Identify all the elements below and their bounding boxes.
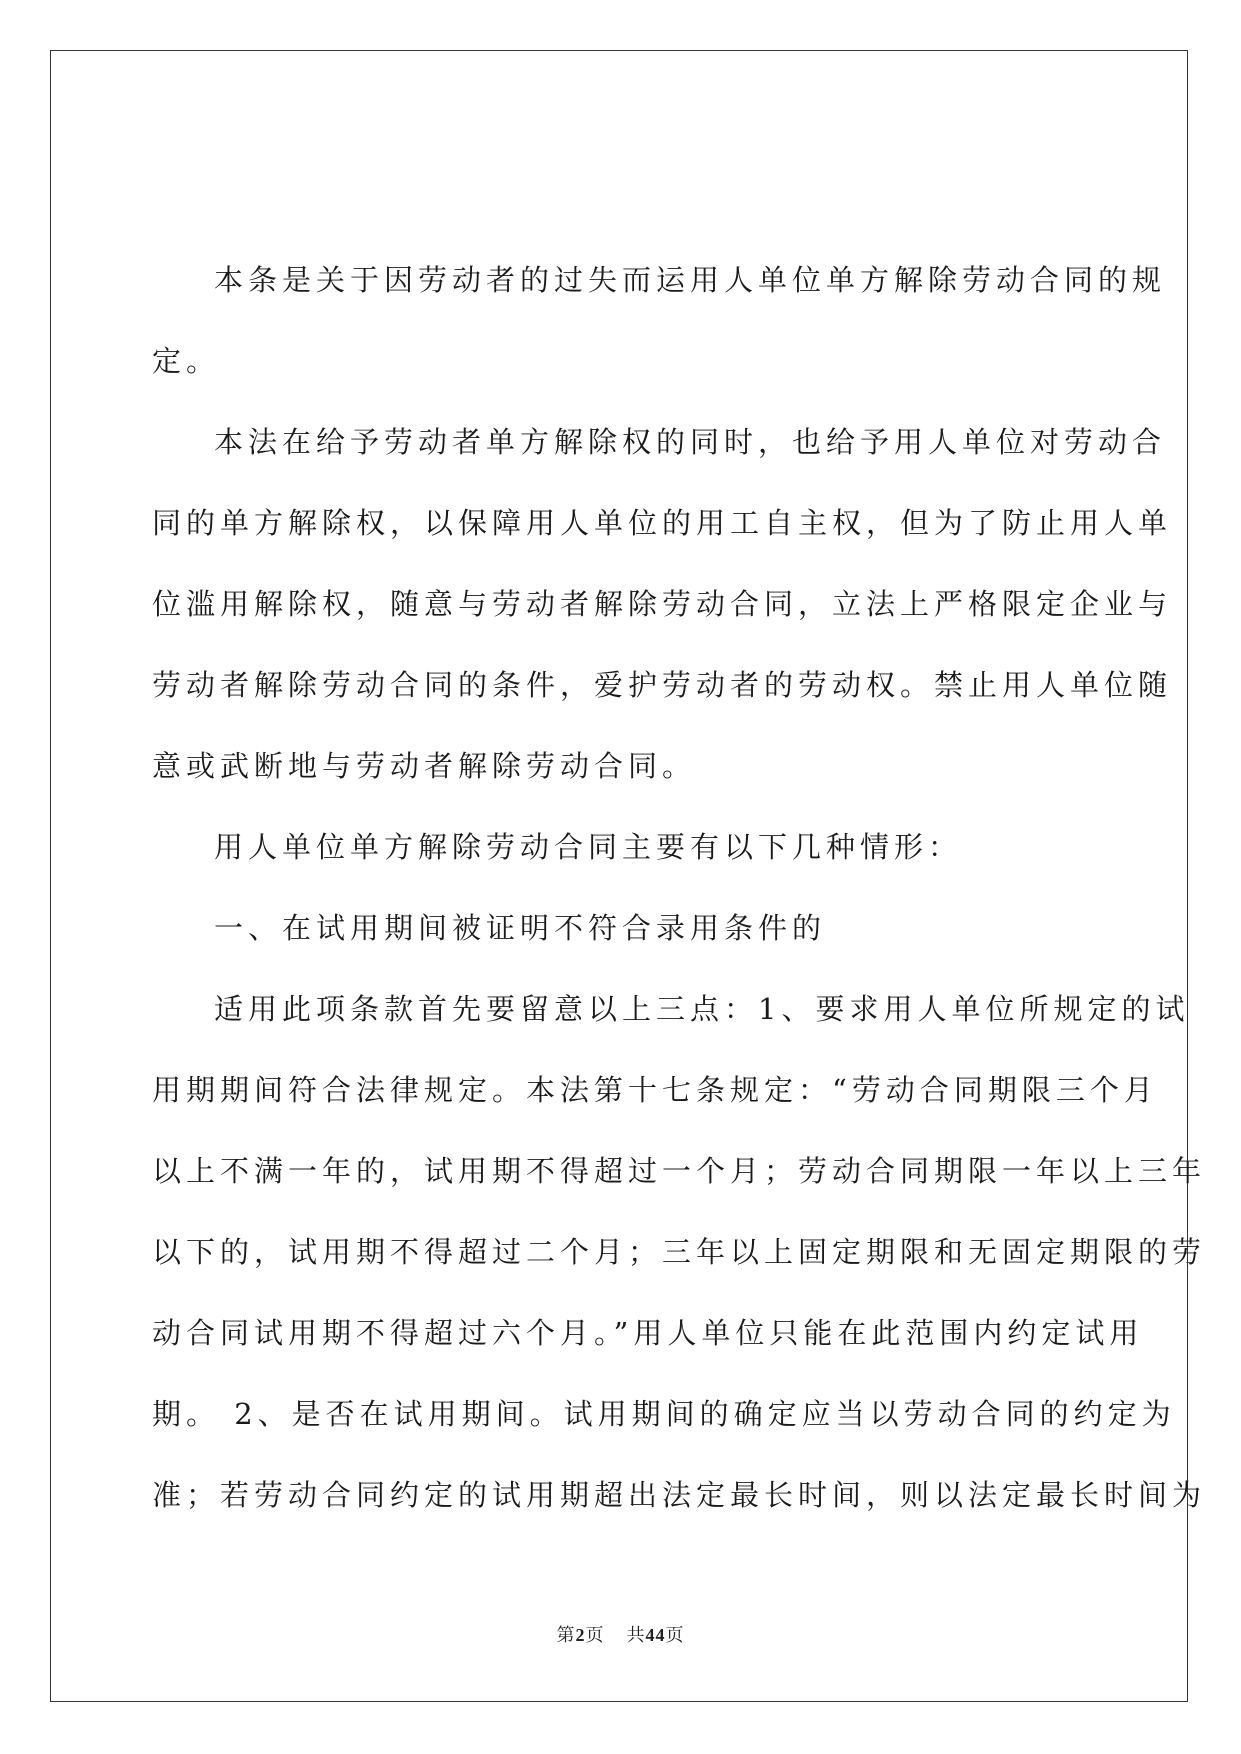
text-line: 动合同试用期不得超过六个月。”用人单位只能在此范围内约定试用: [152, 1316, 1144, 1350]
paragraph: [152, 240, 1167, 402]
total-prefix: 共: [626, 1625, 646, 1645]
text-line: 用人单位单方解除劳动合同主要有以下几种情形：: [214, 830, 963, 864]
text-line: 劳动者解除劳动合同的条件，爱护劳动者的劳动权。禁止用人单位随: [152, 668, 1173, 702]
page-prefix: 第: [556, 1625, 576, 1645]
text-line: 准；若劳动合同约定的试用期超出法定最长时间，则以法定最长时间为: [152, 1478, 1207, 1512]
text-line: 同的单方解除权，以保障用人单位的用工自主权，但为了防止用人单: [152, 506, 1173, 540]
page-footer: [0, 1621, 1241, 1647]
text-line: 期。 2、是否在试用期间。试用期间的确定应当以劳动合同的约定为: [152, 1397, 1176, 1431]
paragraph: [152, 888, 1092, 969]
page-number: 2: [575, 1625, 586, 1645]
text-line: 以上不满一年的，试用期不得超过一个月；劳动合同期限一年以上三年: [152, 1154, 1207, 1188]
text-line: 本条是关于因劳动者的过失而运用人单位单方解除劳动合同的规: [214, 263, 1167, 297]
text-line: 一、在试用期间被证明不符合录用条件的: [214, 911, 827, 945]
page-suffix: 页: [585, 1625, 605, 1645]
paragraph: [152, 402, 1173, 807]
text-line: 位滥用解除权，随意与劳动者解除劳动合同，立法上严格限定企业与: [152, 587, 1173, 621]
document-body: [152, 240, 1207, 1536]
text-line: 定。: [152, 344, 221, 378]
paragraph: [152, 969, 1207, 1536]
paragraph: [152, 807, 1092, 888]
text-line: 以下的，试用期不得超过二个月；三年以上固定期限和无固定期限的劳: [152, 1235, 1207, 1269]
text-line: 用期期间符合法律规定。本法第十七条规定：“劳动合同期限三个月: [152, 1073, 1158, 1107]
text-line: 意或武断地与劳动者解除劳动合同。: [152, 749, 697, 783]
text-line: 本法在给予劳动者单方解除权的同时，也给予用人单位对劳动合: [214, 425, 1167, 459]
total-suffix: 页: [665, 1625, 685, 1645]
total-pages: 44: [645, 1625, 666, 1645]
text-line: 适用此项条款首先要留意以上三点：1、要求用人单位所规定的试: [214, 992, 1190, 1026]
